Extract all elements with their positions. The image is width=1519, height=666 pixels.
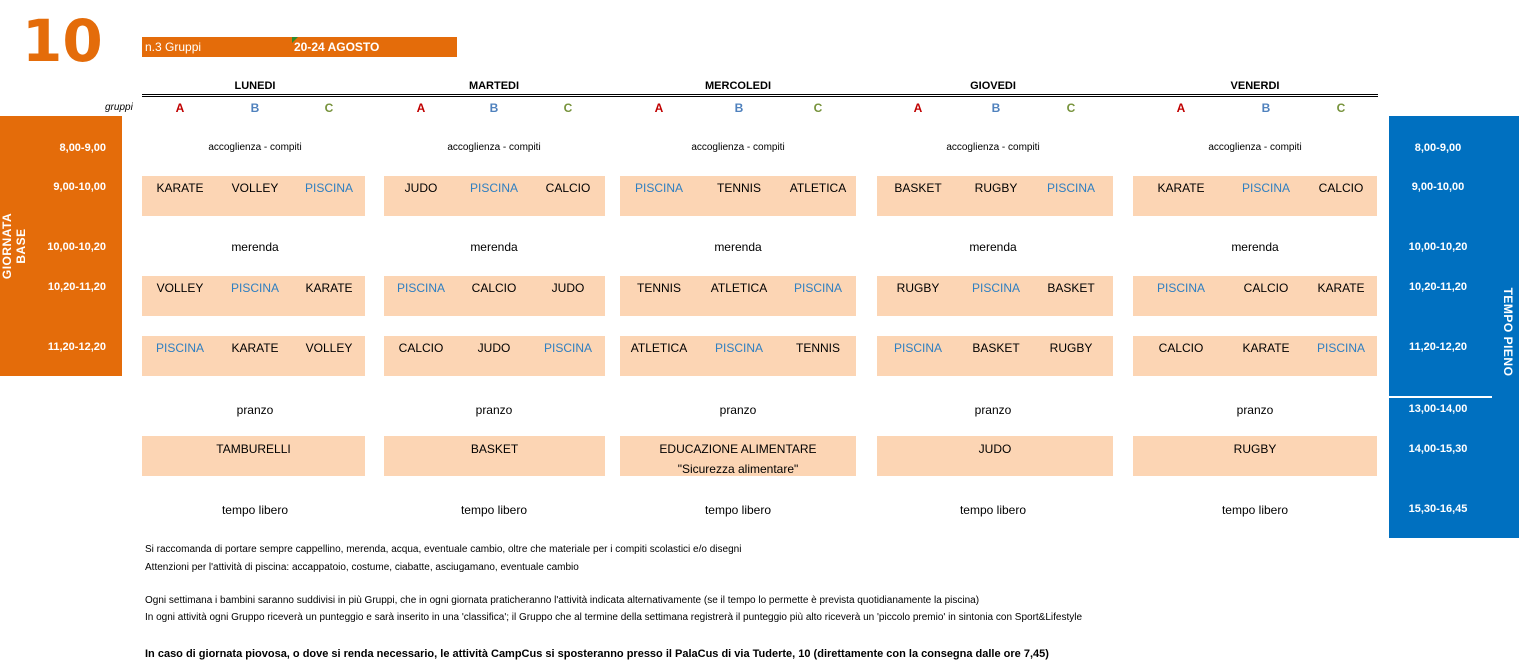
- activity-name: KARATE: [1317, 281, 1365, 295]
- activity-name: KARATE: [1242, 341, 1290, 355]
- activity-name: TENNIS: [795, 341, 840, 355]
- day-name: LUNEDI: [234, 80, 276, 92]
- activity-name: RUGBY: [896, 281, 940, 295]
- time-label: 9,00-10,00: [1411, 181, 1465, 193]
- merenda-label: merenda: [1231, 240, 1279, 254]
- time-label: 14,00-15,30: [1408, 443, 1468, 455]
- activity-name: CALCIO: [1243, 281, 1289, 295]
- activity-name: JUDO: [551, 281, 585, 295]
- giornata-base-label: GIORNATA BASE: [0, 212, 28, 280]
- date-range: 20-24 AGOSTO: [294, 40, 380, 54]
- accoglienza-label: accoglienza - compiti: [447, 142, 541, 153]
- activity-name: PISCINA: [634, 181, 683, 195]
- activity-name: RUGBY: [1049, 341, 1093, 355]
- note-line: Attenzioni per l'attività di piscina: accappatoio, costume, ciabatte, asciugamano, eventuale cambio: [145, 562, 579, 573]
- tempo-libero-label: tempo libero: [1221, 503, 1289, 517]
- activity-name: CALCIO: [398, 341, 444, 355]
- afternoon-activity: RUGBY: [1233, 442, 1277, 456]
- time-label: 10,00-10,20: [47, 241, 106, 253]
- activity-name: PISCINA: [396, 281, 445, 295]
- tempo-libero-label: tempo libero: [460, 503, 528, 517]
- accoglienza-label: accoglienza - compiti: [946, 142, 1040, 153]
- group-header-c: C: [1336, 101, 1346, 115]
- week-number: 10: [22, 7, 103, 75]
- group-header-a: A: [654, 101, 664, 115]
- group-header-c: C: [324, 101, 334, 115]
- tempo-libero-label: tempo libero: [959, 503, 1027, 517]
- activity-name: VOLLEY: [231, 181, 279, 195]
- time-label: 10,00-10,20: [1408, 241, 1468, 253]
- group-header-a: A: [416, 101, 426, 115]
- time-label: 8,00-9,00: [1414, 142, 1462, 154]
- merenda-label: merenda: [231, 240, 279, 254]
- activity-name: PISCINA: [1046, 181, 1095, 195]
- activity-name: PISCINA: [304, 181, 353, 195]
- activity-name: ATLETICA: [710, 281, 768, 295]
- activity-name: PISCINA: [971, 281, 1020, 295]
- pranzo-label: pranzo: [475, 403, 513, 417]
- note-line: Ogni settimana i bambini saranno suddivisi in più Gruppi, che in ogni giornata praticheranno l'attività indicata alternativamente (se il tempo lo permette è prevista quotidianamente la piscina): [145, 595, 980, 606]
- activity-name: BASKET: [1047, 281, 1095, 295]
- afternoon-activity: TAMBURELLI: [216, 442, 291, 456]
- activity-name: PISCINA: [793, 281, 842, 295]
- group-header-b: B: [1261, 101, 1271, 115]
- group-header-b: B: [250, 101, 260, 115]
- afternoon-activity: EDUCAZIONE ALIMENTARE: [659, 442, 817, 456]
- group-header-c: C: [1066, 101, 1076, 115]
- activity-name: PISCINA: [714, 341, 763, 355]
- rain-note: In caso di giornata piovosa, o dove si renda necessario, le attività CampCus si sposteranno presso il PalaCus di via Tuderte, 10 (direttamente con la consegna dalle ore 7,45): [145, 648, 1049, 660]
- pranzo-label: pranzo: [236, 403, 274, 417]
- time-label: 15,30-16,45: [1408, 503, 1468, 515]
- group-header-b: B: [489, 101, 499, 115]
- activity-name: VOLLEY: [305, 341, 353, 355]
- time-label: 10,20-11,20: [1408, 281, 1468, 293]
- activity-name: BASKET: [972, 341, 1020, 355]
- pranzo-label: pranzo: [1236, 403, 1274, 417]
- merenda-label: merenda: [969, 240, 1017, 254]
- gruppi-label: gruppi: [105, 102, 133, 113]
- activity-name: VOLLEY: [156, 281, 204, 295]
- activity-name: KARATE: [231, 341, 279, 355]
- group-header-c: C: [563, 101, 573, 115]
- tempo-libero-label: tempo libero: [704, 503, 772, 517]
- accoglienza-label: accoglienza - compiti: [208, 142, 302, 153]
- activity-name: PISCINA: [893, 341, 942, 355]
- activity-name: JUDO: [477, 341, 511, 355]
- activity-name: KARATE: [1157, 181, 1205, 195]
- activity-name: ATLETICA: [789, 181, 847, 195]
- tempo-libero-label: tempo libero: [221, 503, 289, 517]
- activity-name: TENNIS: [636, 281, 681, 295]
- merenda-label: merenda: [470, 240, 518, 254]
- pranzo-label: pranzo: [974, 403, 1012, 417]
- activity-name: PISCINA: [543, 341, 592, 355]
- pranzo-label: pranzo: [719, 403, 757, 417]
- activity-name: CALCIO: [1158, 341, 1204, 355]
- time-label: 8,00-9,00: [59, 142, 106, 154]
- day-name: MERCOLEDI: [705, 80, 771, 92]
- activity-name: PISCINA: [1156, 281, 1205, 295]
- group-header-a: A: [913, 101, 923, 115]
- day-header-rule: [142, 94, 1378, 95]
- note-line: Si raccomanda di portare sempre cappellino, merenda, acqua, eventuale cambio, oltre che materiale per i compiti scolastici e/o disegni: [145, 544, 742, 555]
- accoglienza-label: accoglienza - compiti: [1208, 142, 1302, 153]
- activity-name: PISCINA: [155, 341, 204, 355]
- activity-name: BASKET: [894, 181, 942, 195]
- activity-name: JUDO: [404, 181, 438, 195]
- time-label: 13,00-14,00: [1408, 403, 1468, 415]
- day-name: MARTEDI: [468, 80, 520, 92]
- day-header-rule: [142, 96, 1378, 97]
- group-header-a: A: [175, 101, 185, 115]
- activity-name: TENNIS: [716, 181, 761, 195]
- activity-name: PISCINA: [1316, 341, 1365, 355]
- group-header-a: A: [1176, 101, 1186, 115]
- afternoon-activity: JUDO: [978, 442, 1012, 456]
- note-line: In ogni attività ogni Gruppo riceverà un punteggio e sarà inserito in una 'classifica'; il Gruppo che al termine della settimana registrerà il punteggio più alto riceverà un 'piccolo premio' in sintonia con Sport&Lifestyle: [145, 612, 1083, 623]
- groups-count: n.3 Gruppi: [145, 40, 202, 54]
- activity-name: KARATE: [156, 181, 204, 195]
- time-label: 9,00-10,00: [53, 181, 106, 193]
- group-header-b: B: [734, 101, 744, 115]
- afternoon-activity: BASKET: [470, 442, 519, 456]
- tempo-pieno-label: TEMPO PIENO: [1501, 287, 1515, 377]
- time-label: 10,20-11,20: [47, 281, 106, 293]
- afternoon-activity-subtitle: "Sicurezza alimentare": [677, 462, 799, 476]
- activity-name: PISCINA: [469, 181, 518, 195]
- activity-name: KARATE: [305, 281, 353, 295]
- activity-name: PISCINA: [1241, 181, 1290, 195]
- day-name: GIOVEDI: [970, 80, 1016, 92]
- activity-name: PISCINA: [230, 281, 279, 295]
- activity-name: CALCIO: [1318, 181, 1364, 195]
- activity-name: RUGBY: [974, 181, 1018, 195]
- group-header-c: C: [813, 101, 823, 115]
- merenda-label: merenda: [714, 240, 762, 254]
- group-header-b: B: [991, 101, 1001, 115]
- tempo-pieno-divider: [1389, 396, 1492, 398]
- activity-name: CALCIO: [471, 281, 517, 295]
- day-name: VENERDI: [1230, 80, 1280, 92]
- time-label: 11,20-12,20: [1408, 341, 1468, 353]
- time-label: 11,20-12,20: [47, 341, 106, 353]
- activity-name: CALCIO: [545, 181, 591, 195]
- activity-name: ATLETICA: [630, 341, 688, 355]
- accoglienza-label: accoglienza - compiti: [691, 142, 785, 153]
